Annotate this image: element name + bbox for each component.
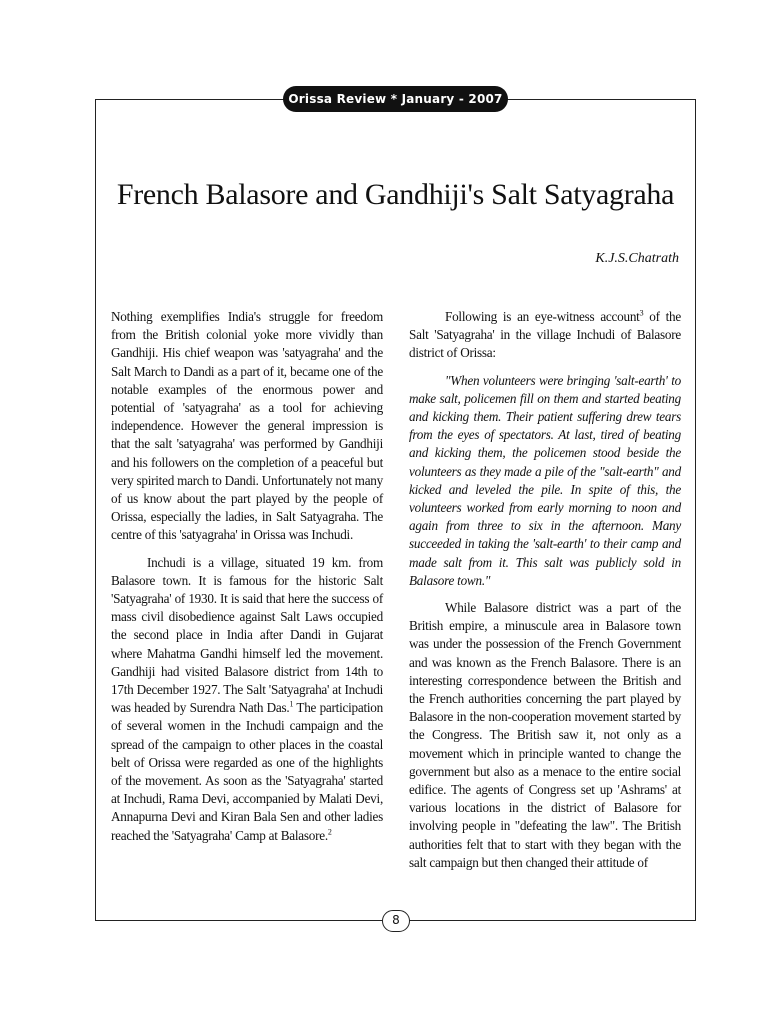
footnote-ref-3[interactable]: 3 (639, 308, 644, 318)
paragraph-inchudi-text-b: The participation of several women in the Inchudi campaign and the spread of the campaign to other places in the coastal belt of Orissa were regarded as one of the highlights of the movement. As soon as the 'Satyagraha' started at Inchudi, Rama Devi, accompanied by Malati Devi, Annapurna Devi and Kiran Bala Sen and other ladies reached the 'Satyagraha' Camp at Balasore. (111, 700, 383, 843)
paragraph-eyewitness-intro (409, 308, 681, 363)
page-number: 8 (382, 910, 410, 932)
footnote-ref-2[interactable]: 2 (327, 827, 332, 837)
paragraph-inchudi-text-a: Inchudi is a village, situated 19 km. from Balasore town. It is famous for the historic Salt 'Satyagraha' of 1930. It is said that here the success of mass civil disobedience against Salt Laws occupied the second place in India after Dandi in Gujarat where Mahatma Gandhi himself led the movement. Gandhiji had visited Balasore district from 14th to 17th December 1927. The Salt 'Satyagraha' at Inchudi was headed by Surendra Nath Das. (111, 554, 383, 716)
article-title: French Balasore and Gandhiji's Salt Satyagraha (116, 178, 675, 211)
left-column (111, 308, 383, 854)
paragraph-intro: Nothing exemplifies India's struggle for freedom from the British colonial yoke more vividly than Gandhiji. His chief weapon was 'satyagraha' and the Salt March to Dandi as a part of it, became one of the notable examples of the enormous power and potential of 'satyagraha' as a tool for achieving independence. However the general impression is that the salt 'satyagraha' was performed by Gandhiji and his followers on the completion of a peaceful but very spirited march to Dandi. Unfortunately not many of us know about the part played by the people of Orissa, especially the ladies, in Salt Satyagraha. The centre of this 'satyagraha' in Orissa was Inchudi. (111, 309, 383, 543)
eyewitness-intro-text-b: of the Salt 'Satyagraha' in the village Inchudi of Balasore district of Orissa: (409, 309, 681, 361)
paragraph-inchudi (111, 554, 383, 845)
footnote-ref-1[interactable]: 1 (289, 699, 294, 709)
journal-header-badge: Orissa Review * January - 2007 (283, 86, 508, 112)
eyewitness-quote: "When volunteers were bringing 'salt-earth' to make salt, policemen fill on them and started beating and kicking them. Their patient suffering drew tears from the eyes of spectators. At last, tired of beating and kicking them, the policemen stood beside the volunteers as they made a pile of the "salt-earth" and kicked and leveled the pile. In spite of this, the volunteers worked from early morning to noon and again from three to six in the afternoon. Many succeeded in taking the 'salt-earth' to their camp and made salt from it. This salt was publicly sold in Balasore town." (409, 372, 681, 588)
author-name: K.J.S.Chatrath (595, 251, 679, 266)
paragraph-french-balasore: While Balasore district was a part of the British empire, a minuscule area in Balasore town was under the possession of the French Government and was known as the French Balasore. There is an interesting correspondence between the British and the French authorities concerning the part played by Balasore in the non-cooperation movement started by the Congress. The British saw it, not only as a movement which in principle wanted to change the government but also as a menace to the entire social edifice. The agents of Congress set up 'Ashrams' at various locations in the district of Balasore for involving people in "defeating the law". The British authorities felt that to start with they began with the salt campaign but then changed their attitude of (409, 600, 681, 870)
right-column (409, 308, 681, 881)
eyewitness-intro-text-a: Following is an eye-witness account (445, 309, 640, 324)
